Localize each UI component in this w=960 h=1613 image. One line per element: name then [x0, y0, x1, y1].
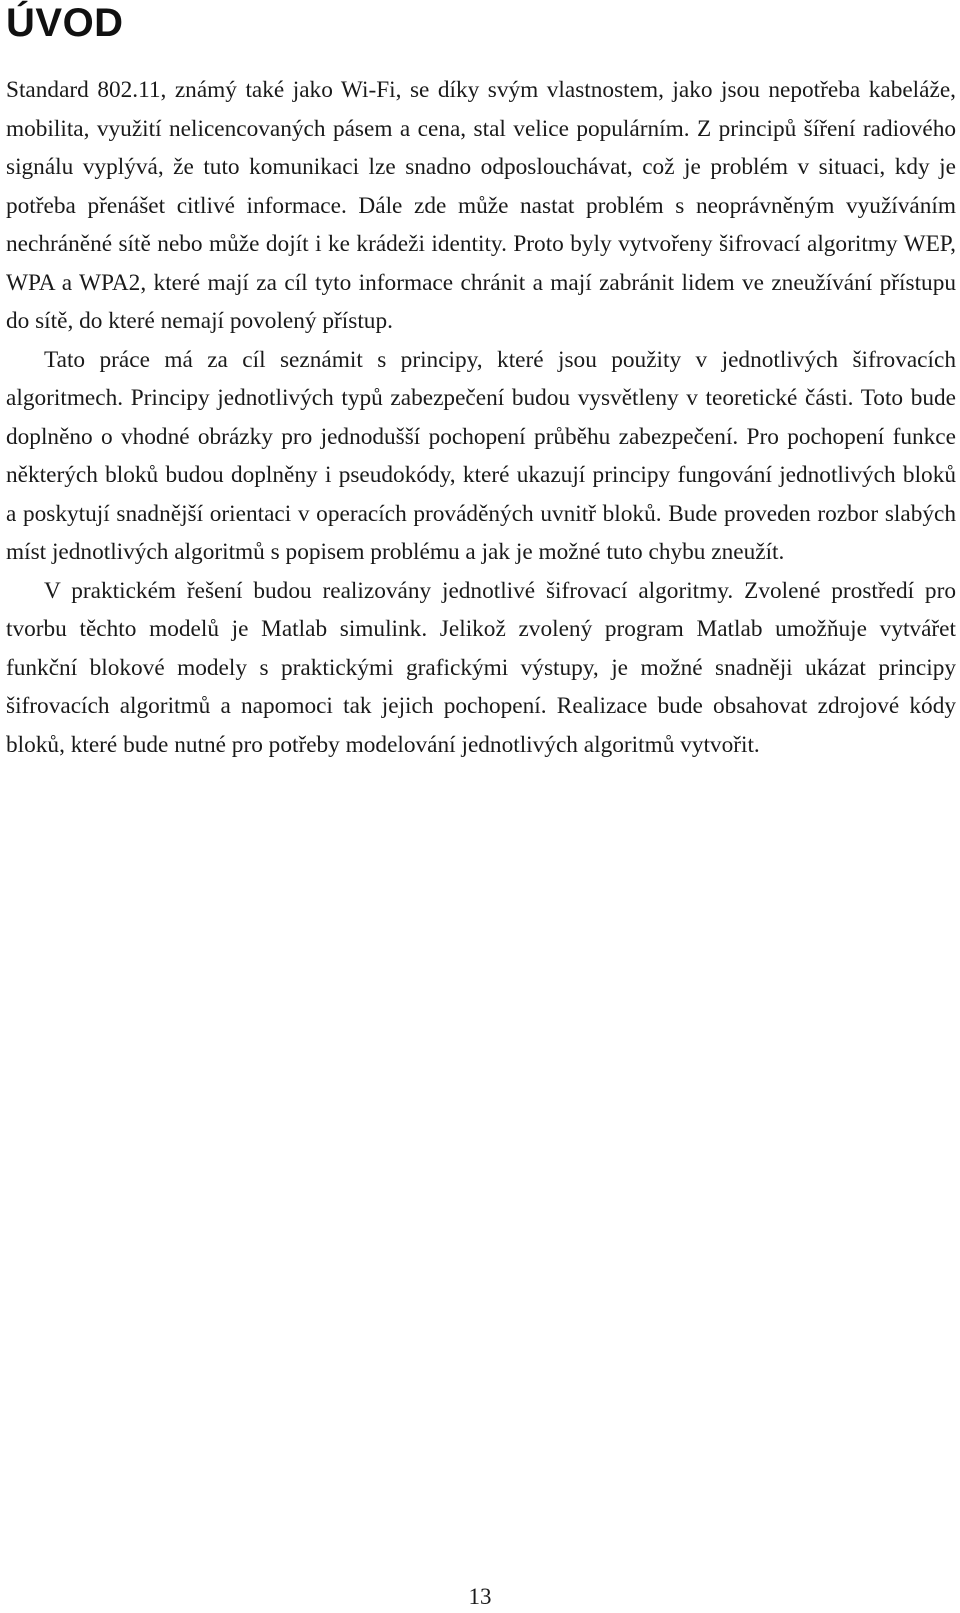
- page-title: ÚVOD: [6, 1, 124, 45]
- paragraph-1: Standard 802.11, známý také jako Wi-Fi, se díky svým vlastnostem, jako jsou nepotřeba kabeláže, mobilita, využití nelicencovaných pásem a cena, stal velice populárním. Z principů šíření radiového signálu vyplývá, že tuto komunikaci lze snadno odposlouchávat, což je problém v situaci, kdy je potřeba přenášet citlivé informace. Dále zde může nastat problém s neoprávněným využíváním nechráněné sítě nebo může dojít i ke krádeži identity. Proto byly vytvořeny šifrovací algoritmy WEP, WPA a WPA2, které mají za cíl tyto informace chránit a mají zabránit lidem ve zneužívání přístupu do sítě, do které nemají povolený přístup.: [6, 77, 956, 334]
- paragraph-2: Tato práce má za cíl seznámit s principy, které jsou použity v jednotlivých šifrovacích algoritmech. Principy jednotlivých typů zabezpečení budou vysvětleny v teoretické části. Toto bude doplněno o vhodné obrázky pro jednodušší pochopení průběhu zabezpečení. Pro pochopení funkce některých bloků budou doplněny i pseudokódy, které ukazují principy fungování jednotlivých bloků a poskytují snadnější orientaci v operacích prováděných uvnitř bloků. Bude proveden rozbor slabých míst jednotlivých algoritmů s popisem problému a jak je možné tuto chybu zneužít.: [6, 346, 956, 565]
- page-number: 13: [468, 1584, 492, 1609]
- body-text: [6, 71, 956, 764]
- paragraph-3: V praktickém řešení budou realizovány jednotlivé šifrovací algoritmy. Zvolené prostředí pro tvorbu těchto modelů je Matlab simulink. Jelikož zvolený program Matlab umožňuje vytvářet funkční blokové modely s praktickými grafickými výstupy, je možné snadněji ukázat principy šifrovacích algoritmů a napomoci tak jejich pochopení. Realizace bude obsahovat zdrojové kódy bloků, které bude nutné pro potřeby modelování jednotlivých algoritmů vytvořit.: [6, 577, 956, 758]
